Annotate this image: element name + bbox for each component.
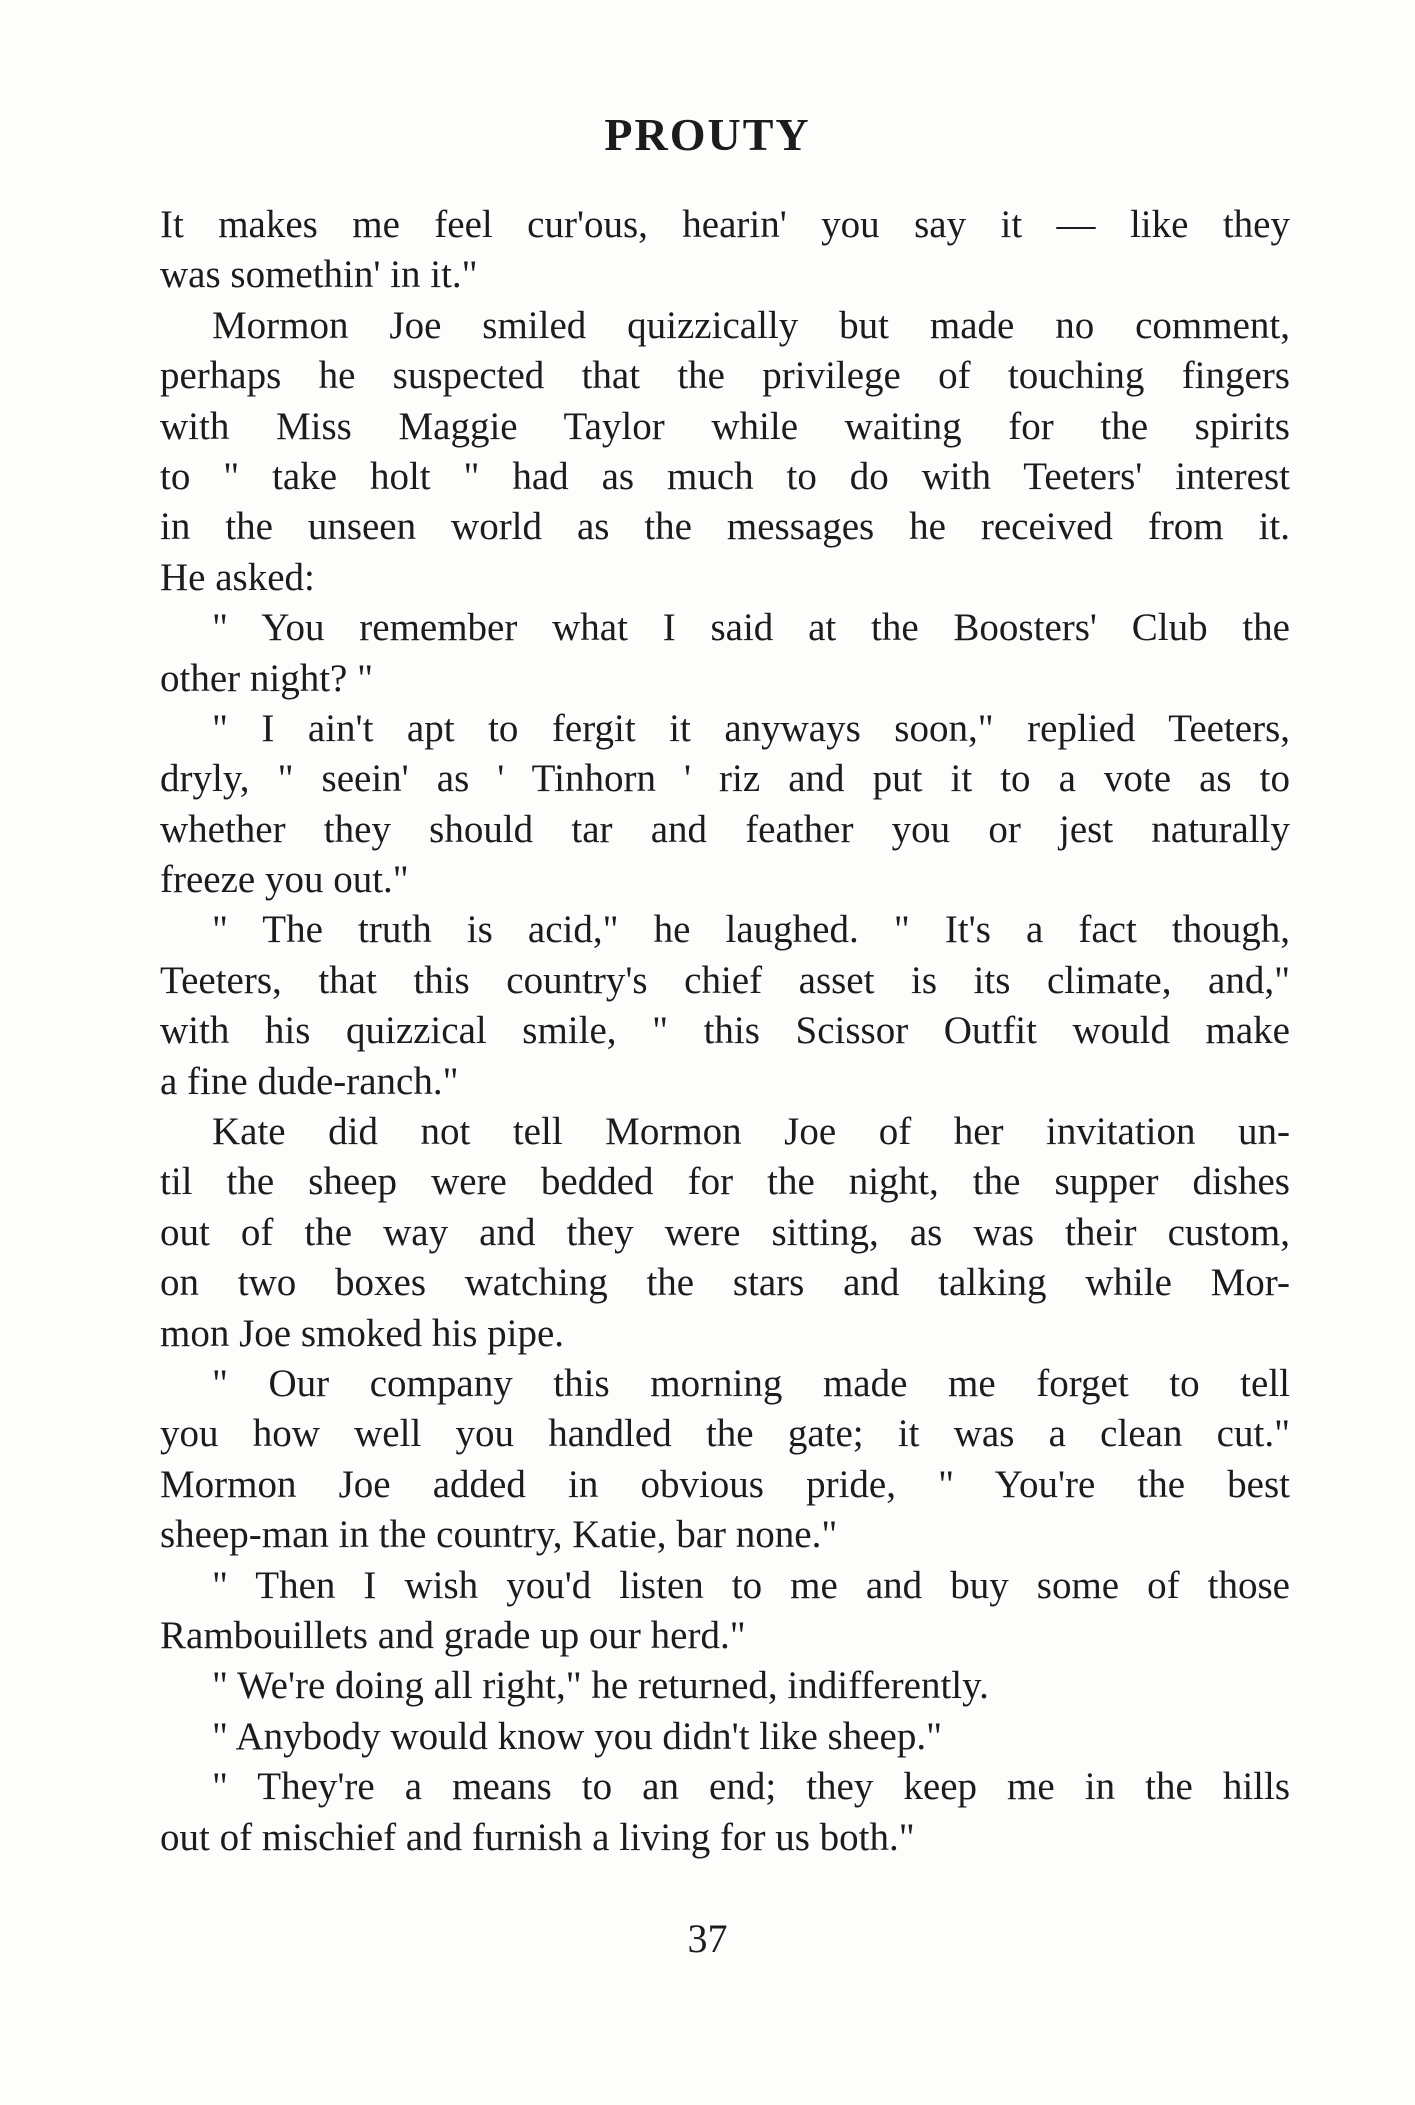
- body-text: [160, 200, 1290, 1863]
- text-line: Mormon Joe added in obvious pride, " You're the best: [160, 1462, 1290, 1506]
- text-line: Rambouillets and grade up our herd.": [160, 1613, 746, 1657]
- running-title: PROUTY: [604, 109, 811, 160]
- text-line: on two boxes watching the stars and talking while Mor-: [160, 1261, 1290, 1305]
- text-line: sheep-man in the country, Katie, bar none.": [160, 1513, 838, 1557]
- text-line: a fine dude-ranch.": [160, 1059, 459, 1103]
- text-line: " You remember what I said at the Boosters' Club the: [212, 606, 1290, 650]
- text-line: " We're doing all right," he returned, indifferently.: [212, 1664, 989, 1708]
- text-line: Teeters, that this country's chief asset is its climate, and,": [160, 958, 1290, 1002]
- text-line: " They're a means to an end; they keep me in the hills: [212, 1765, 1290, 1809]
- text-line: " Anybody would know you didn't like sheep.": [212, 1714, 942, 1758]
- text-line: He asked:: [160, 555, 315, 599]
- page-number: 37: [687, 1916, 728, 1961]
- text-line: Kate did not tell Mormon Joe of her invitation un-: [212, 1110, 1290, 1154]
- text-line: freeze you out.": [160, 858, 409, 902]
- text-line: Mormon Joe smiled quizzically but made no comment,: [212, 303, 1290, 347]
- text-line: with Miss Maggie Taylor while waiting for the spirits: [160, 404, 1290, 448]
- text-line: out of mischief and furnish a living for us both.": [160, 1815, 915, 1859]
- text-line: til the sheep were bedded for the night, the supper dishes: [160, 1160, 1290, 1204]
- text-line: in the unseen world as the messages he received from it.: [160, 505, 1290, 549]
- text-line: " Our company this morning made me forget to tell: [212, 1361, 1290, 1405]
- text-line: It makes me feel cur'ous, hearin' you say it — like they: [160, 203, 1290, 246]
- text-line: was somethin' in it.": [160, 253, 478, 297]
- text-line: out of the way and they were sitting, as was their custom,: [160, 1210, 1290, 1254]
- text-line: mon Joe smoked his pipe.: [160, 1311, 565, 1355]
- text-line: whether they should tar and feather you or jest naturally: [160, 807, 1290, 851]
- text-line: with his quizzical smile, " this Scissor Outfit would make: [160, 1009, 1290, 1053]
- text-line: perhaps he suspected that the privilege of touching fingers: [160, 354, 1290, 398]
- text-line: " The truth is acid," he laughed. " It's a fact though,: [212, 908, 1290, 952]
- text-line: to " take holt " had as much to do with Teeters' interest: [160, 454, 1290, 498]
- text-line: other night? ": [160, 656, 374, 700]
- text-line: " Then I wish you'd listen to me and buy some of those: [212, 1563, 1290, 1607]
- text-line: you how well you handled the gate; it was a clean cut.": [160, 1412, 1290, 1456]
- text-line: dryly, " seein' as ' Tinhorn ' riz and put it to a vote as to: [160, 757, 1290, 801]
- text-line: " I ain't apt to fergit it anyways soon," replied Teeters,: [212, 706, 1290, 750]
